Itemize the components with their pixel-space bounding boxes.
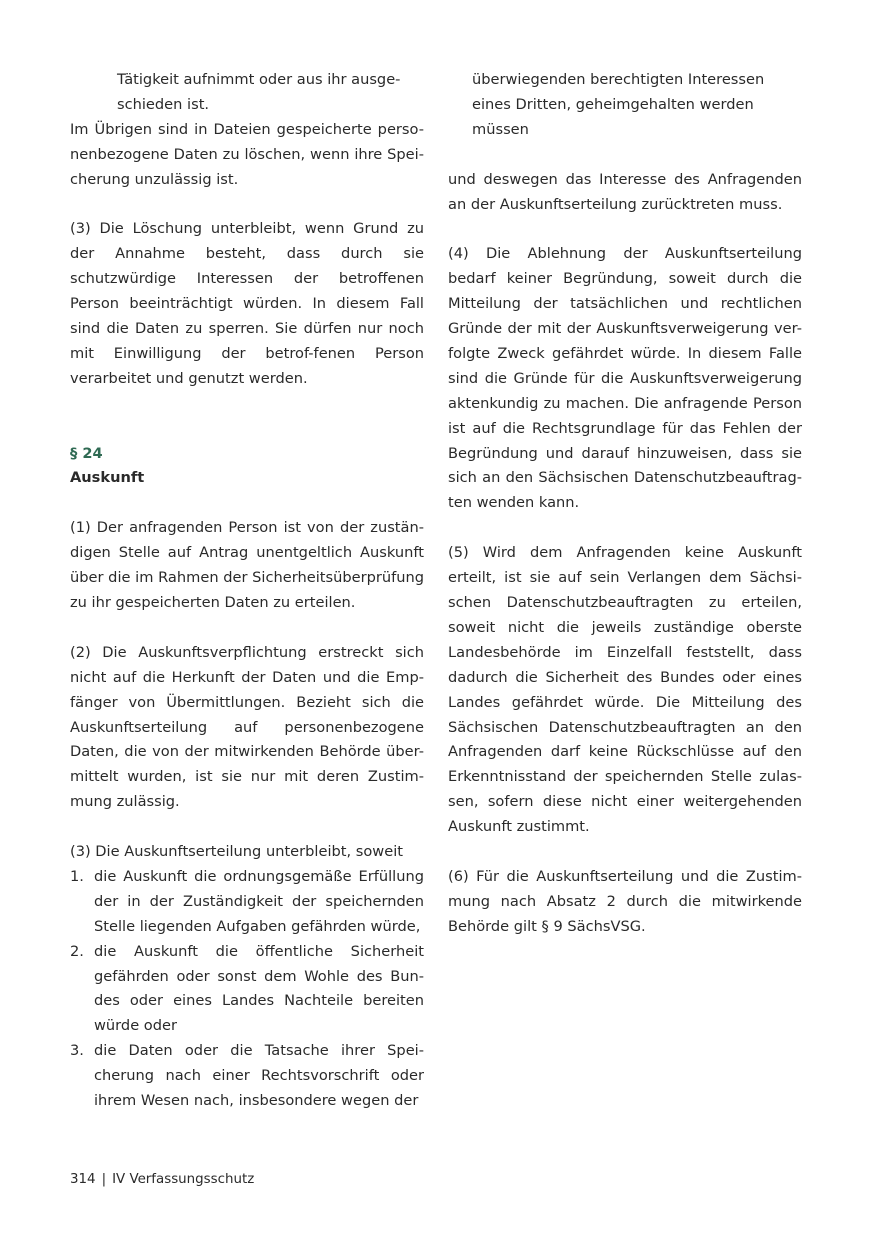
list-item-number: 2. [70,942,84,960]
paragraph-2: (2) Die Auskunftsverpflichtung erstreckt sich nicht auf die Herkunft der Daten und die Emp-fänger von Übermittlungen. Bezieht sich die Auskunftserteilung auf personenbezogene Daten, die von der mitwirkenden Behörde über-mittelt wurden, ist sie nur mit deren Zustim-mung zulässig. [70,643,424,811]
list-item-text: die Auskunft die öffentliche Sicherheit gefährden oder sonst dem Wohle des Bun-des oder eines Landes Nachteile bereiten würde oder [94,942,424,1035]
list-item-number: 1. [70,867,84,885]
right-column [448,68,802,965]
paragraph-3-intro: (3) Die Auskunftserteilung unterbleibt, soweit [70,843,403,861]
left-column [70,68,424,1114]
list-item-text: die Auskunft die ordnungsgemäße Erfüllung der in der Zuständigkeit der speichernden Stelle liegenden Aufgaben gefährden würde, [94,867,424,935]
chapter-title: IV Verfassungsschutz [112,1172,255,1187]
numbered-list [70,865,424,1114]
continuation-item: überwiegenden berechtigten Interessen eines Dritten, geheimgehalten werden müssen [472,71,765,138]
paragraph-4: (4) Die Ablehnung der Auskunftserteilung bedarf keiner Begründung, soweit durch die Mitteilung der tatsächlichen und rechtlichen Gründe der mit der Auskunftsverweigerung ver-folgte Zweck gefährdet würde. In diesem Falle sind die Gründe für die Auskunftsverweigerung aktenkundig zu machen. Die anfragende Person ist auf die Rechtsgrundlage für das Fehlen der Begründung und darauf hinzuweisen, dass sie sich an den Sächsischen Datenschutzbeauftrag-ten wenden kann. [448,245,802,512]
page-number: 314 [70,1172,96,1187]
continuation-line-2: schieden ist. [117,95,210,113]
footer-separator: | [101,1172,107,1187]
continuation-line-1: Tätigkeit aufnimmt oder aus ihr ausge- [117,71,401,88]
paragraph-1: (1) Der anfragenden Person ist von der zustän-digen Stelle auf Antrag unentgeltlich Auskunft über die im Rahmen der Sicherheitsüberprüfung zu ihr gespeicherten Daten zu erteilen. [70,519,424,611]
page-footer [70,1170,254,1190]
paragraph-6: (6) Für die Auskunftserteilung und die Zustim-mung nach Absatz 2 durch die mitwirkende Behörde gilt § 9 SächsVSG. [448,867,802,935]
section-title: Auskunft [70,469,145,487]
continuation-text [70,68,424,118]
list-item [70,865,424,940]
list-item [70,1039,424,1114]
paragraph-5: (5) Wird dem Anfragenden keine Auskunft erteilt, ist sie auf sein Verlangen dem Sächsi-schen Datenschutzbeauftragten zu erteilen, soweit nicht die jeweils zuständige oberste Landesbehörde im Einzelfall feststellt, dass dadurch die Sicherheit des Bundes oder eines Landes gefährdet würde. Die Mitteilung des Sächsischen Datenschutzbeauftragten an den Anfragenden darf keine Rückschlüsse auf den Erkenntnisstand der speichernden Stelle zulas-sen, sofern diese nicht einer weitergehenden Auskunft zustimmt. [448,544,802,836]
list-item-text: die Daten oder die Tatsache ihrer Spei-cherung nach einer Rechtsvorschrift oder ihrem Wesen nach, insbesondere wegen der [94,1042,424,1110]
continuation-tail: und deswegen das Interesse des Anfragenden an der Auskunftserteilung zurücktreten muss. [448,170,802,213]
section-number: § 24 [70,444,103,462]
list-item-number: 3. [70,1042,84,1060]
list-item [70,940,424,1040]
paragraph-3-loeschung: (3) Die Löschung unterbleibt, wenn Grund zu der Annahme besteht, dass durch sie schutzwürdige Interessen der betroffenen Person beeinträchtigt würden. In diesem Fall sind die Daten zu sperren. Sie dürfen nur noch mit Einwilligung der betrof-fenen Person verarbeitet und genutzt werden. [70,220,424,387]
paragraph-delete-data: Im Übrigen sind in Dateien gespeicherte perso-nenbezogene Daten zu löschen, wenn ihre Spei-cherung unzulässig ist. [70,120,424,188]
